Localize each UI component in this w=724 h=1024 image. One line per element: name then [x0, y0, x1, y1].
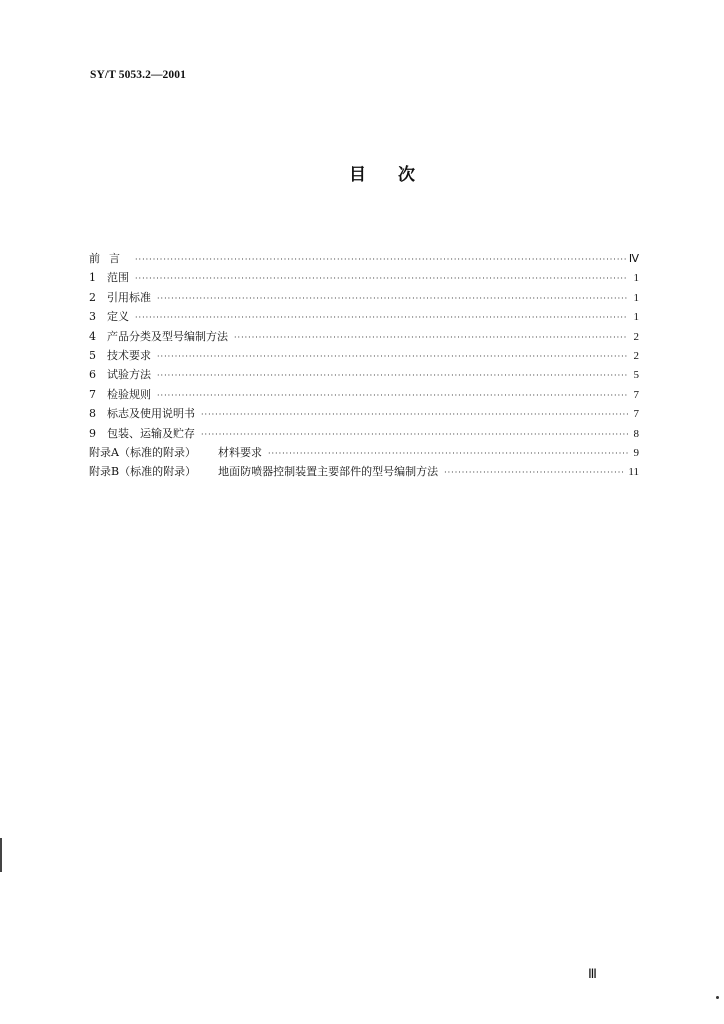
page-title	[0, 160, 724, 185]
toc-page: 7	[633, 388, 639, 401]
toc-page: 2	[633, 330, 639, 343]
toc-entry-test-methods[interactable]	[89, 366, 639, 385]
toc-number: 9	[89, 426, 96, 440]
toc-page: 11	[628, 466, 639, 479]
toc-label: 产品分类及型号编制方法	[107, 329, 228, 343]
toc-entry-normative-references[interactable]	[89, 289, 639, 308]
toc-label: 检验规则	[107, 387, 151, 401]
toc-entry-scope[interactable]	[89, 269, 639, 288]
title-char-1: 目	[349, 165, 366, 185]
appendix-title: 地面防喷器控制装置主要部件的型号编制方法	[218, 465, 439, 479]
toc-leader-dots	[135, 313, 628, 322]
toc-entry-foreword[interactable]	[89, 250, 639, 269]
toc-leader-dots	[157, 294, 628, 303]
appendix-title: 材料要求	[217, 445, 262, 459]
toc-label: 试验方法	[107, 368, 151, 382]
toc-label: 包装、运输及贮存	[107, 426, 195, 440]
toc-leader-dots	[201, 430, 628, 439]
toc-page: 9	[633, 446, 639, 459]
toc-entry-classification[interactable]	[89, 328, 639, 347]
toc-number: 8	[89, 407, 96, 421]
toc-leader-dots	[135, 255, 626, 264]
toc-number: 2	[89, 290, 96, 304]
page-number: Ⅲ	[588, 966, 597, 981]
toc-leader-dots	[234, 333, 628, 342]
toc-leader-dots	[268, 449, 628, 458]
toc-label: 定义	[107, 310, 129, 324]
toc-page: 1	[633, 311, 639, 324]
toc-number: 7	[89, 387, 96, 401]
toc-leader-dots	[201, 410, 628, 419]
toc-label: 标志及使用说明书	[107, 407, 195, 421]
toc-page: 1	[633, 291, 639, 304]
toc-page: 2	[633, 349, 639, 362]
toc-entry-appendix-a[interactable]	[89, 444, 639, 463]
toc-number: 3	[89, 310, 96, 324]
toc-entry-definitions[interactable]	[89, 308, 639, 327]
title-char-2: 次	[398, 165, 415, 185]
toc-page: 1	[633, 272, 639, 285]
scan-speck	[716, 996, 719, 999]
toc-page: 5	[633, 369, 639, 382]
toc-label: 技术要求	[107, 348, 151, 362]
scan-edge-mark	[0, 838, 2, 872]
appendix-label: 附录B（标准的附录）	[89, 465, 197, 479]
toc-number: 6	[89, 368, 96, 382]
toc-number: 5	[89, 348, 96, 362]
toc-page: 7	[633, 408, 639, 421]
toc-leader-dots	[157, 391, 628, 400]
table-of-contents	[89, 250, 639, 483]
toc-leader-dots	[135, 274, 628, 283]
toc-leader-dots	[444, 468, 625, 477]
toc-entry-packaging-storage[interactable]	[89, 425, 639, 444]
toc-label: 范围	[107, 271, 129, 285]
toc-entry-technical-requirements[interactable]	[89, 347, 639, 366]
toc-entry-appendix-b[interactable]	[89, 463, 639, 482]
toc-entry-inspection-rules[interactable]	[89, 386, 639, 405]
toc-label: 引用标准	[107, 290, 151, 304]
toc-page: Ⅳ	[628, 253, 639, 265]
toc-entry-marking-manual[interactable]	[89, 405, 639, 424]
toc-number: 1	[89, 271, 96, 285]
toc-label: 前言	[89, 252, 129, 265]
toc-label	[89, 463, 438, 479]
toc-leader-dots	[157, 352, 628, 361]
appendix-label: 附录A（标准的附录）	[89, 445, 196, 459]
standard-code: SY/T 5053.2—2001	[90, 69, 186, 81]
toc-number: 4	[89, 329, 96, 343]
toc-label	[89, 444, 262, 460]
toc-page: 8	[633, 427, 639, 440]
toc-leader-dots	[157, 371, 628, 380]
